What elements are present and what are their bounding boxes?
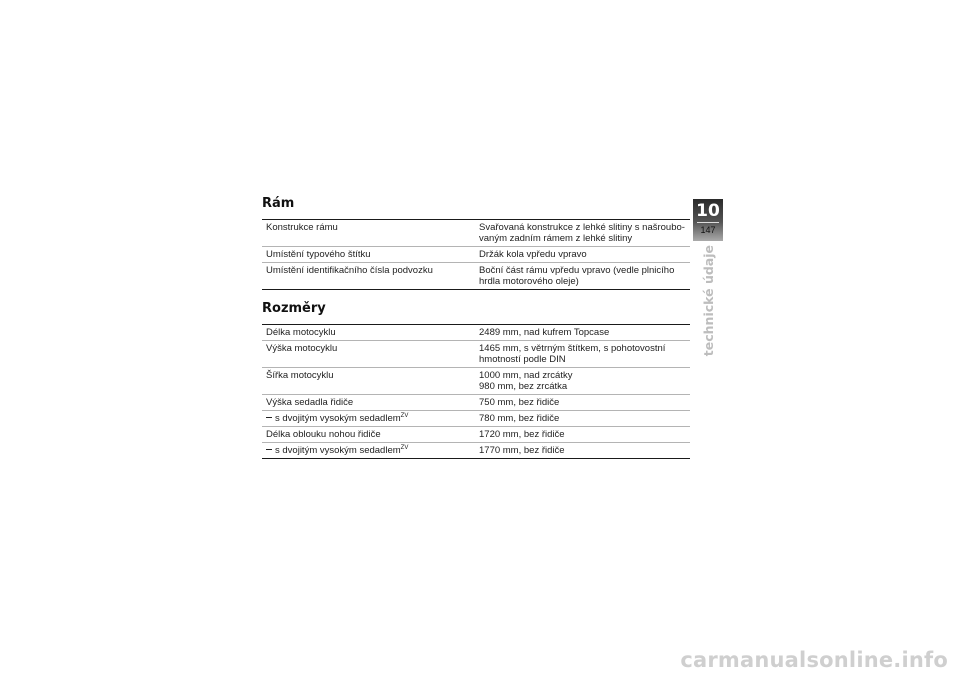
- chapter-side-label: [700, 245, 716, 375]
- spec-sublabel-text: s dvojitým vysokým sedadlem: [275, 413, 401, 424]
- spec-label: Konstrukce rámu: [266, 222, 338, 233]
- page-number: 147: [700, 225, 716, 235]
- spec-label: Výška sedadla řidiče: [266, 397, 354, 408]
- section-frame: [262, 196, 690, 290]
- option-marker: ZV: [400, 445, 409, 451]
- table-row: [262, 340, 690, 367]
- spec-label: Výška motocyklu: [266, 343, 338, 354]
- spec-label: Délka motocyklu: [266, 327, 336, 338]
- spec-content: [262, 196, 690, 459]
- dash-bullet: [266, 417, 272, 418]
- spec-value: 750 mm, bez řidiče: [479, 397, 560, 408]
- spec-label: Umístění typového štítku: [266, 249, 371, 260]
- spec-value: 780 mm, bez řidiče: [479, 413, 560, 424]
- spec-value: Boční část rámu vpředu vpravo (vedle plnicího hrdla motorového oleje): [479, 265, 675, 287]
- spec-sublabel: [262, 413, 475, 424]
- spec-table: [262, 219, 690, 290]
- spec-value: 1000 mm, nad zrcátky 980 mm, bez zrcátka: [479, 370, 573, 392]
- section-title: Rám: [262, 196, 295, 211]
- chapter-label-text: technické údaje: [700, 245, 716, 357]
- table-row: [262, 325, 690, 340]
- spec-value: 1465 mm, s větrným štítkem, s pohotovostní hmotností podle DIN: [479, 343, 666, 365]
- table-row: [262, 262, 690, 289]
- spec-value: 1720 mm, bez řidiče: [479, 429, 565, 440]
- dash-bullet: [266, 449, 272, 450]
- spec-label: Šířka motocyklu: [266, 370, 334, 381]
- spec-value: 2489 mm, nad kufrem Topcase: [479, 327, 610, 338]
- spec-value: Svařovaná konstrukce z lehké slitiny s našroubo- vaným zadním rámem z lehké slitiny: [479, 222, 685, 244]
- chapter-divider: [697, 222, 719, 223]
- table-row: [262, 426, 690, 442]
- spec-table: [262, 324, 690, 459]
- table-row: [262, 220, 690, 246]
- watermark: carmanualsonline.info: [680, 648, 948, 672]
- spec-value: 1770 mm, bez řidiče: [479, 445, 565, 456]
- spec-sublabel-text: s dvojitým vysokým sedadlem: [275, 445, 401, 456]
- section-title: Rozměry: [262, 301, 326, 316]
- spec-value: Držák kola vpředu vpravo: [479, 249, 587, 260]
- table-row: [262, 394, 690, 410]
- chapter-number: 10: [696, 201, 720, 221]
- spec-sublabel: [262, 445, 475, 456]
- option-marker: ZV: [400, 413, 409, 419]
- table-row: [262, 367, 690, 394]
- chapter-tab: [693, 199, 723, 241]
- table-row: [262, 442, 690, 458]
- table-row: [262, 410, 690, 426]
- spec-label: Umístění identifikačního čísla podvozku: [266, 265, 433, 276]
- spec-label: Délka oblouku nohou řidiče: [266, 429, 381, 440]
- table-row: [262, 246, 690, 262]
- section-dimensions: [262, 301, 690, 459]
